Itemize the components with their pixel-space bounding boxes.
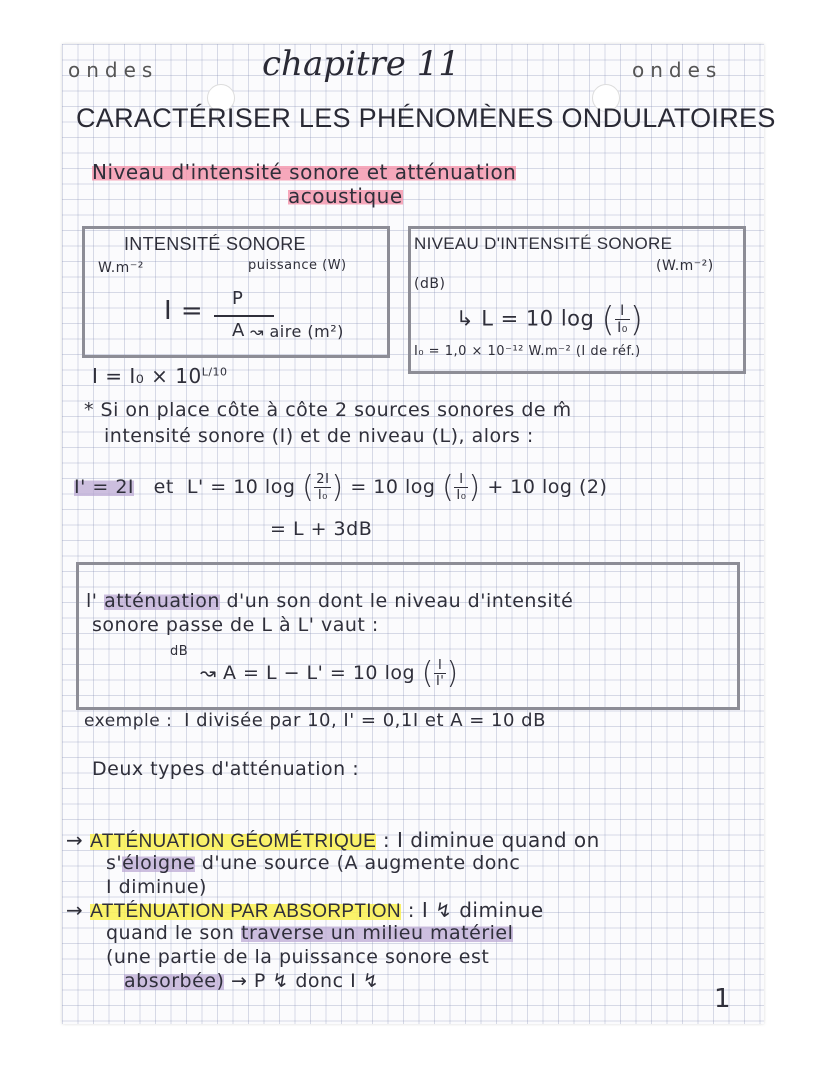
sum-frac2 [454,472,468,503]
type2-text-d2: → P ↯ donc I ↯ [230,970,380,992]
sum-l-prime: L' = 10 log [186,476,296,498]
sum-and: et [153,476,174,498]
inverse-formula [92,364,228,388]
level-formula [456,300,643,339]
type1-arrow: → [66,828,84,852]
sum-formula [74,470,607,505]
attenuation-formula-text: ↝ A = L − L' = 10 log [200,662,416,684]
type1-text-b2: d'une source (A augmente donc [201,852,521,874]
fraction-bar [214,315,274,317]
type2-text-highlight: traverse un milieu matériel [241,922,514,944]
example-text: I divisée par 10, I' = 0,1I et A = 10 dB [184,710,546,731]
level-heading: NIVEAU D'INTENSITÉ SONORE [414,234,673,253]
paren-open: ( [442,470,455,505]
level-fraction-den: I₀ [617,320,628,336]
header-left-tag: ondes [68,58,159,82]
type2-arrow: → [66,898,84,922]
attenuation-formula [200,656,459,691]
type2-absorbed: absorbée) [124,970,225,992]
type2-line4 [124,970,379,992]
type1-text-highlight: éloigne [122,852,196,874]
type2-text-a: : I ↯ diminue [407,898,544,922]
paren-open: ( [301,470,315,505]
paren-open: ( [601,300,616,339]
section-title-line1 [92,160,516,184]
page-subtitle: CARACTÉRISER LES PHÉNOMÈNES ONDULATOIRES [76,103,776,133]
attenuation-line1-rest: d'un son dont le niveau d'intensité [226,590,574,612]
reference-intensity: I₀ = 1,0 × 10⁻¹² W.m⁻² (I de réf.) [414,344,641,359]
page-number: 1 [714,984,732,1014]
type1-line1 [66,828,600,853]
sum-lhs: I' = 2I [74,476,135,498]
intensity-heading: INTENSITÉ SONORE [124,234,306,254]
type2-name: ATTÉNUATION PAR ABSORPTION [90,901,401,922]
attenuation-fraction [434,658,446,689]
sum-frac1-den: I₀ [317,488,328,503]
section-title-text-2: acoustique [288,184,403,208]
sum-frac2-num: I [454,472,468,488]
level-unit-intensity: (W.m⁻²) [656,258,714,274]
intensity-denominator: A [232,320,245,341]
type1-line3: I diminue) [106,876,207,898]
intensity-lhs: I = [164,296,204,326]
sum-result: = L + 3dB [270,518,373,540]
type1-text-b1: s' [106,852,123,874]
chapter-title: chapitre 11 [262,44,460,84]
level-unit-db: (dB) [414,276,446,292]
type2-text-b1: quand le son [106,922,235,944]
inverse-formula-base: I = I₀ × 10 [92,364,202,388]
attenuation-fraction-num: I [434,658,446,674]
type1-name: ATTÉNUATION GÉOMÉTRIQUE [90,831,377,852]
inverse-formula-exponent: L/10 [201,365,228,379]
sum-frac1 [314,472,331,503]
type2-line3: (une partie de la puissance sonore est [106,946,490,968]
intensity-numerator: P [232,288,244,309]
types-title: Deux types d'atténuation : [92,758,360,780]
paren-close: ) [331,470,344,505]
type2-line1 [66,898,544,923]
attenuation-fraction-den: I' [435,674,445,689]
power-unit: puissance (W) [248,258,347,273]
paren-close: ) [629,300,644,339]
header-right-tag: ondes [632,58,723,82]
example-line [84,710,546,731]
level-formula-lhs: ↳ L = 10 log [456,306,595,331]
example-label: exemple : [84,711,173,731]
sum-eq2: = 10 log [350,476,436,498]
section-title-line2 [288,184,403,208]
area-note: ↝ aire (m²) [250,322,344,341]
intensity-unit: W.m⁻² [98,260,144,276]
level-fraction-num: I [615,303,630,320]
type2-line2 [106,922,513,944]
attenuation-keyword: atténuation [104,590,220,612]
section-title-text: Niveau d'intensité sonore et atténuation [92,160,517,184]
paren-close: ) [446,656,459,691]
sum-frac2-den: I₀ [456,488,467,503]
paren-open: ( [421,656,434,691]
attenuation-article: l' [86,590,98,612]
paren-close: ) [468,470,481,505]
type1-line2 [106,852,520,874]
attenuation-line1 [86,590,573,612]
statement-line2: intensité sonore (I) et de niveau (L), alors : [104,425,534,447]
attenuation-unit: dB [170,644,189,659]
sum-frac1-num: 2I [316,472,330,487]
level-fraction [615,303,630,336]
attenuation-line2: sonore passe de L à L' vaut : [92,614,379,636]
type1-text-a: : I diminue quand on [382,828,600,852]
sum-tail: + 10 log (2) [487,476,608,498]
statement-line1: * Si on place côte à côte 2 sources sonores de m̂ [84,399,572,421]
